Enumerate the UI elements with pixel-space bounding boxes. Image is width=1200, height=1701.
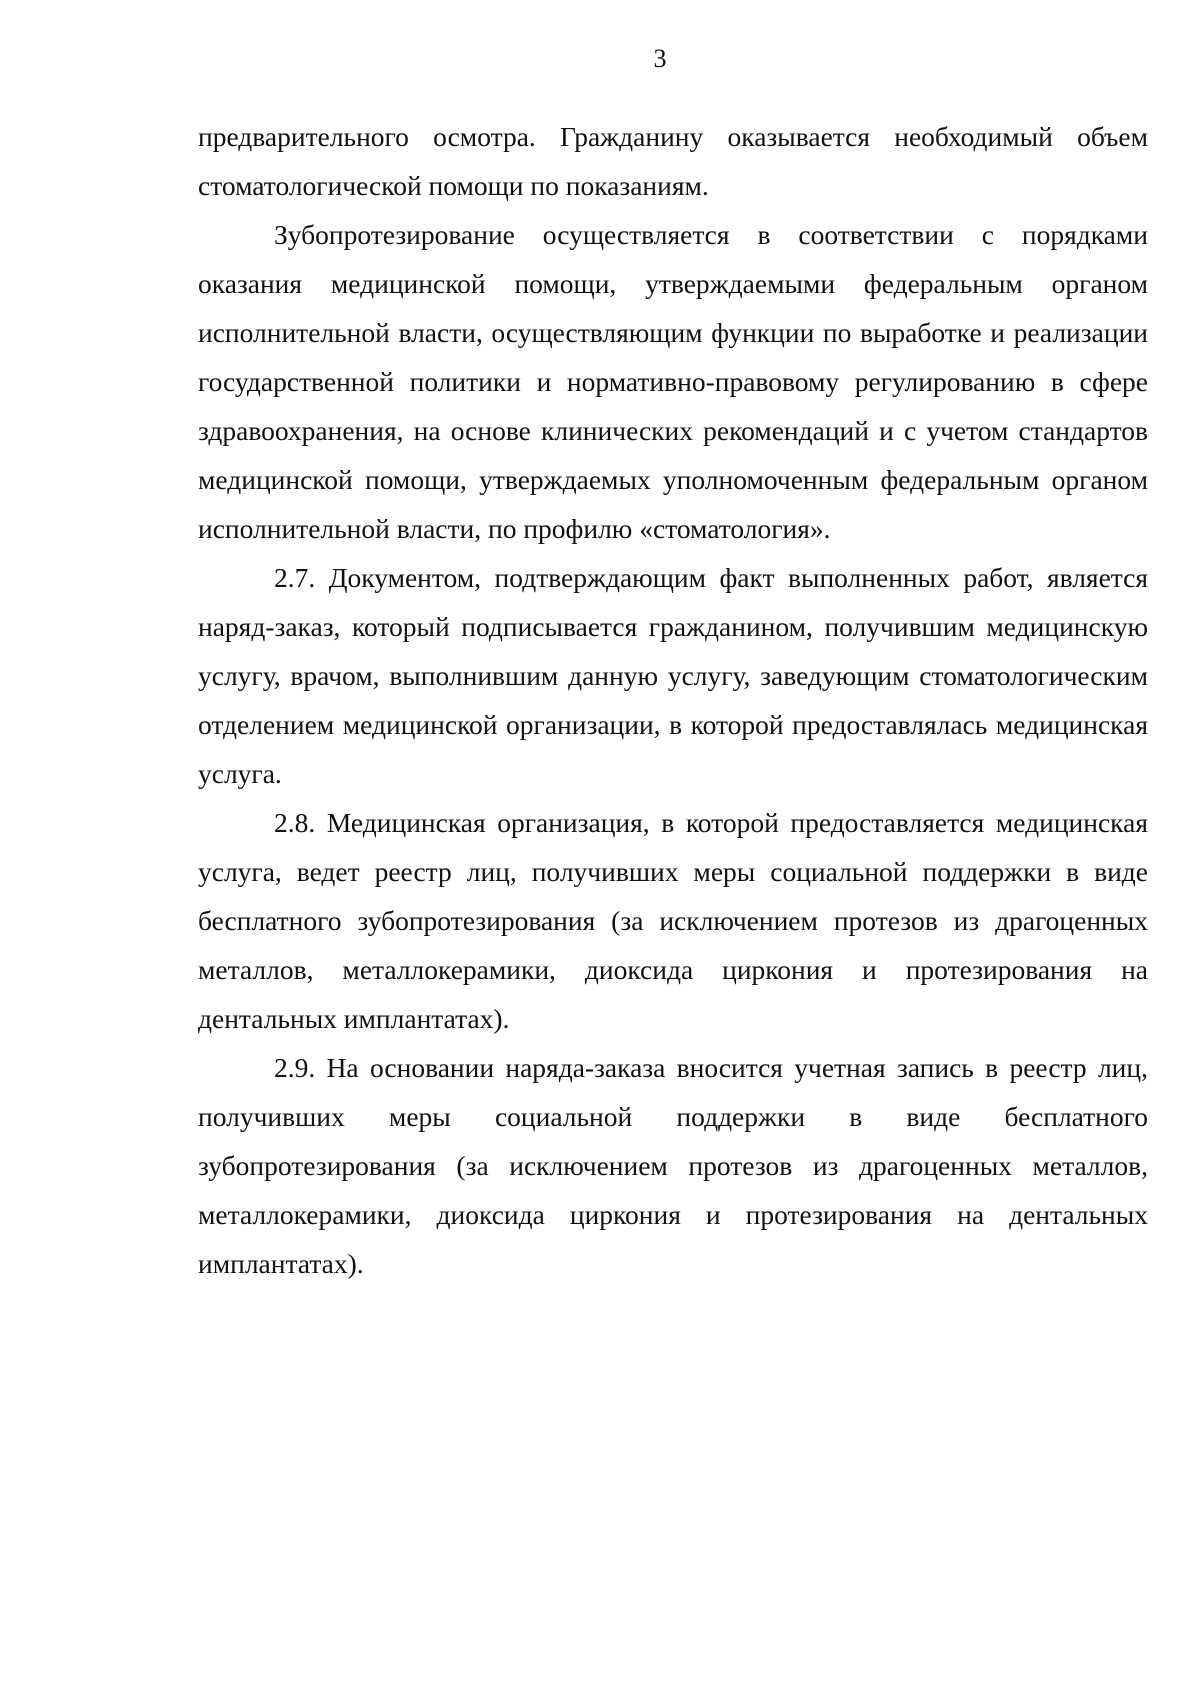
paragraph-2-7: 2.7. Документом, подтверждающим факт выполненных работ, является наряд-заказ, который подписывается гражданином, получившим медицинскую услугу, врачом, выполнившим данную услугу, заведующим стоматологическим отделением медицинской организации, в которой предоставлялась медицинская услуга. [198,562,1148,789]
document-body [198,112,1148,1288]
paragraph-denture-procedure: Зубопротезирование осуществляется в соответствии с порядками оказания медицинской помощи, утверждаемыми федеральным органом исполнительной власти, осуществляющим функции по выработке и реализации государственной политики и нормативно-правовому регулированию в сфере здравоохранения, на основе клинических рекомендаций и с учетом стандартов медицинской помощи, утверждаемых уполномоченным федеральным органом исполнительной власти, по профилю «стоматология». [198,219,1148,544]
page-number: 3 [653,44,667,73]
paragraph-2-8: 2.8. Медицинская организация, в которой предоставляется медицинская услуга, ведет реестр лиц, получивших меры социальной поддержки в виде бесплатного зубопротезирования (за исключением протезов из драгоценных металлов, металлокерамики, диоксида циркония и протезирования на дентальных имплантатах). [198,807,1148,1034]
paragraph-continuation: предварительного осмотра. Гражданину оказывается необходимый объем стоматологической помощи по показаниям. [198,121,1148,201]
paragraph-2-9: 2.9. На основании наряда-заказа вносится учетная запись в реестр лиц, получивших меры социальной поддержки в виде бесплатного зубопротезирования (за исключением протезов из драгоценных металлов, металлокерамики, диоксида циркония и протезирования на дентальных имплантатах). [198,1052,1148,1279]
